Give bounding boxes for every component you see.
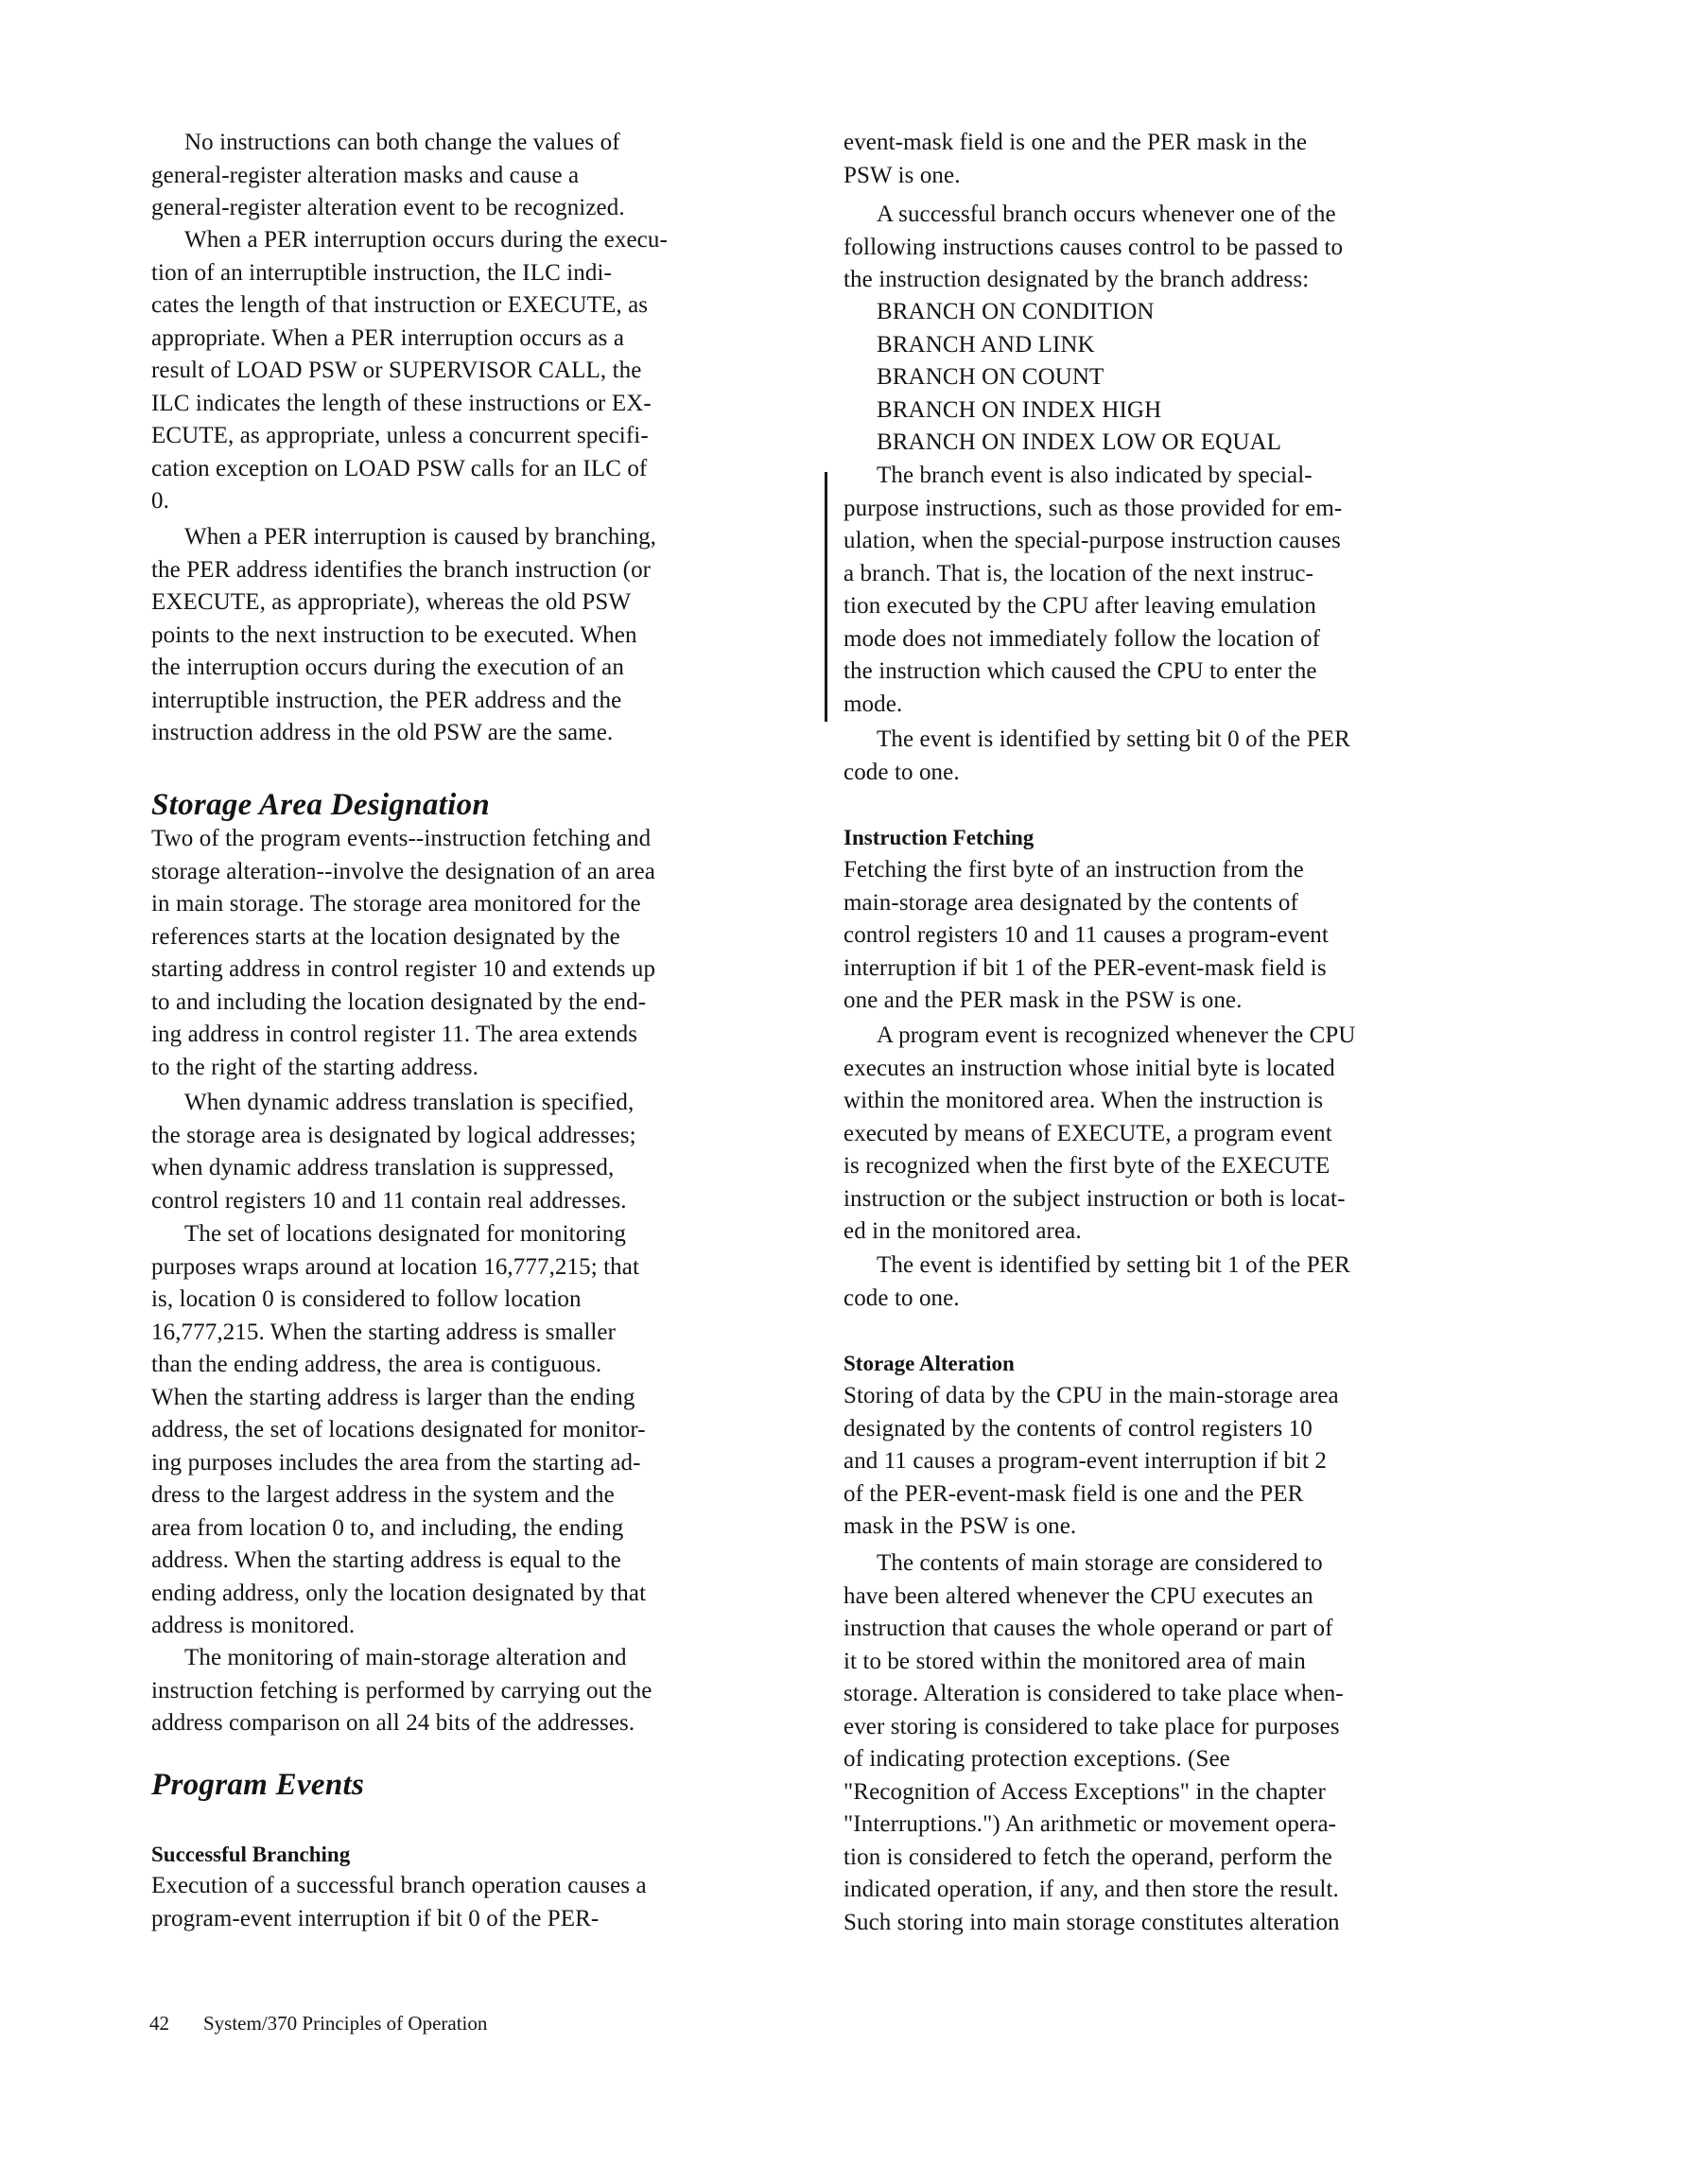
text-line: When dynamic address translation is specified, (184, 1090, 635, 1115)
text-line: the storage area is designated by logical addresses; (151, 1122, 636, 1148)
text-line: The monitoring of main-storage alteration and (184, 1645, 627, 1670)
list-item: BRANCH ON CONDITION (877, 299, 1155, 324)
text-line: to and including the location designated by the end- (151, 988, 647, 1015)
branch-instruction-list (844, 296, 1468, 460)
text-line: designated by the contents of control registers 10 (844, 1415, 1313, 1441)
text-line: cates the length of that instruction or EXECUTE, as (151, 292, 649, 318)
text-line: address, the set of locations designated for monitor- (151, 1417, 646, 1442)
text-line: address. When the starting address is equal to the (151, 1547, 621, 1573)
text-line: No instructions can both change the values of (184, 130, 620, 155)
paragraph-dynamic-address-translation (151, 1087, 775, 1217)
heading-successful-branching: Successful Branching (151, 1843, 351, 1866)
text-line: starting address in control register 10 and extends up (151, 956, 656, 982)
page-footer (149, 2009, 487, 2037)
list-item: BRANCH ON INDEX LOW OR EQUAL (877, 429, 1282, 455)
text-line: storage. Alteration is considered to take place when- (844, 1681, 1344, 1706)
text-line: code to one. (844, 759, 960, 785)
text-line: ing purposes includes the area from the starting ad- (151, 1449, 641, 1476)
text-line: EXECUTE, as appropriate), whereas the old PSW (151, 589, 632, 615)
text-line: The event is identified by setting bit 0 of the PER (877, 726, 1350, 752)
text-line: tion of an interruptible instruction, the ILC indi- (151, 259, 612, 286)
text-line: ending address, only the location designated by that (151, 1580, 647, 1606)
text-line: address is monitored. (151, 1613, 356, 1638)
text-line: cation exception on LOAD PSW calls for an ILC of (151, 455, 648, 481)
text-line: within the monitored area. When the instruction is (844, 1088, 1324, 1113)
text-line: 0. (151, 488, 169, 514)
text-line: purpose instructions, such as those provided for em- (844, 495, 1343, 521)
text-line: event-mask field is one and the PER mask in the (844, 130, 1308, 155)
footer-title: System/370 Principles of Operation (203, 2012, 488, 2035)
paragraph-event-mask-field (844, 127, 1468, 192)
text-line: points to the next instruction to be executed. When (151, 621, 637, 648)
heading-storage-alteration: Storage Alteration (844, 1352, 1015, 1375)
text-line: tion executed by the CPU after leaving emulation (844, 593, 1316, 619)
paragraph-contents-of-main-storage (844, 1547, 1468, 1939)
text-line: area from location 0 to, and including, the ending (151, 1514, 624, 1541)
text-line: references starts at the location designated by the (151, 923, 620, 950)
paragraph-per-interruption-ilc (151, 224, 775, 518)
text-line: control registers 10 and 11 contain real addresses. (151, 1187, 627, 1214)
text-line: than the ending address, the area is contiguous. (151, 1352, 602, 1377)
text-line: mode. (844, 690, 903, 717)
text-line: general-register alteration masks and cause a (151, 162, 580, 188)
text-line: ILC indicates the length of these instructions or EX- (151, 390, 652, 416)
list-item: BRANCH ON COUNT (877, 364, 1104, 390)
text-line: storage alteration--involve the designation of an area (151, 858, 655, 884)
paragraph-storing-of-data (844, 1380, 1468, 1544)
text-line: The branch event is also indicated by special- (877, 463, 1313, 488)
text-line: appropriate. When a PER interruption occurs as a (151, 324, 625, 351)
revision-change-bar (825, 472, 827, 722)
heading-instruction-fetching: Instruction Fetching (844, 826, 1035, 849)
page-number: 42 (149, 2012, 169, 2035)
text-line: one and the PER mask in the PSW is one. (844, 987, 1243, 1013)
paragraph-no-instructions (151, 127, 775, 225)
text-line: it to be stored within the monitored area of main (844, 1648, 1306, 1674)
text-line: the PER address identifies the branch instruction (or (151, 556, 652, 583)
text-line: A successful branch occurs whenever one of the (877, 201, 1336, 227)
list-item: BRANCH ON INDEX HIGH (877, 396, 1162, 423)
text-line: main-storage area designated by the contents of (844, 889, 1298, 916)
text-line: The event is identified by setting bit 1 of the PER (877, 1252, 1350, 1278)
text-line: the instruction which caused the CPU to enter the (844, 658, 1317, 684)
paragraph-successful-branch-occurs (844, 199, 1468, 297)
text-line: ever storing is considered to take place for purposes (844, 1713, 1340, 1739)
text-line: program-event interruption if bit 0 of the PER- (151, 1905, 600, 1931)
paragraph-event-bit-1 (844, 1249, 1468, 1315)
text-line: following instructions causes control to be passed to (844, 234, 1344, 260)
text-line: tion is considered to fetch the operand, perform the (844, 1843, 1332, 1870)
paragraph-program-event-recognized (844, 1020, 1468, 1249)
text-line: of indicating protection exceptions. (See (844, 1746, 1230, 1772)
text-line: instruction address in the old PSW are the same. (151, 720, 614, 745)
text-line: Fetching the first byte of an instruction from the (844, 857, 1304, 882)
paragraph-set-of-locations (151, 1218, 775, 1643)
text-line: ECUTE, as appropriate, unless a concurrent specifi- (151, 423, 649, 448)
text-line: When a PER interruption is caused by branching, (184, 524, 657, 550)
heading-storage-area-designation: Storage Area Designation (151, 788, 491, 822)
text-line: "Recognition of Access Exceptions" in the chapter (844, 1778, 1326, 1805)
text-line: is, location 0 is considered to follow location (151, 1286, 582, 1312)
text-line: PSW is one. (844, 162, 961, 188)
text-line: ed in the monitored area. (844, 1218, 1082, 1244)
text-line: The set of locations designated for monitoring (184, 1221, 626, 1247)
text-line: Storing of data by the CPU in the main-storage area (844, 1383, 1339, 1408)
text-line: a branch. That is, the location of the next instruc- (844, 560, 1313, 586)
text-line: Execution of a successful branch operation causes a (151, 1873, 647, 1898)
text-line: purposes wraps around at location 16,777,215; that (151, 1253, 640, 1280)
text-line: and 11 causes a program-event interruption if bit 2 (844, 1448, 1327, 1474)
text-line: mode does not immediately follow the location of (844, 625, 1320, 652)
paragraph-branch-event-special-purpose (844, 460, 1468, 721)
text-line: instruction that causes the whole operand or part of (844, 1616, 1333, 1641)
text-line: the instruction designated by the branch address: (844, 267, 1310, 292)
text-line: executed by means of EXECUTE, a program event (844, 1120, 1332, 1146)
text-line: ulation, when the special-purpose instruction causes (844, 528, 1341, 553)
paragraph-two-program-events (151, 823, 775, 1084)
text-line: When the starting address is larger than the ending (151, 1384, 635, 1410)
text-line: "Interruptions.") An arithmetic or movement opera- (844, 1811, 1337, 1837)
text-line: Two of the program events--instruction fetching and (151, 826, 652, 851)
heading-program-events: Program Events (151, 1768, 365, 1802)
paragraph-monitoring (151, 1642, 775, 1740)
text-line: instruction fetching is performed by carrying out the (151, 1677, 652, 1704)
text-line: executes an instruction whose initial byte is located (844, 1055, 1335, 1081)
text-line: to the right of the starting address. (151, 1054, 478, 1080)
text-line: Such storing into main storage constitutes alteration (844, 1909, 1340, 1935)
paragraph-successful-branch (151, 1870, 775, 1935)
text-line: indicated operation, if any, and then store the result. (844, 1877, 1339, 1902)
text-line: the interruption occurs during the execution of an (151, 655, 624, 680)
paragraph-event-bit-0 (844, 724, 1468, 789)
text-line: in main storage. The storage area monitored for the (151, 891, 641, 917)
text-line: A program event is recognized whenever the CPU (877, 1022, 1356, 1048)
text-line: When a PER interruption occurs during the execu- (184, 227, 668, 253)
text-line: control registers 10 and 11 causes a program-event (844, 922, 1329, 948)
list-item: BRANCH AND LINK (877, 331, 1095, 358)
text-line: 16,777,215. When the starting address is smaller (151, 1319, 617, 1345)
text-line: when dynamic address translation is suppressed, (151, 1155, 615, 1180)
paragraph-per-branching (151, 521, 775, 750)
text-line: The contents of main storage are considered to (877, 1550, 1323, 1576)
text-line: of the PER-event-mask field is one and the PER (844, 1480, 1304, 1507)
text-line: address comparison on all 24 bits of the addresses. (151, 1710, 635, 1736)
text-line: mask in the PSW is one. (844, 1513, 1077, 1539)
text-line: interruption if bit 1 of the PER-event-mask field is (844, 954, 1327, 981)
text-line: is recognized when the first byte of the EXECUTE (844, 1153, 1330, 1179)
text-line: interruptible instruction, the PER address and the (151, 687, 622, 713)
text-line: code to one. (844, 1284, 960, 1311)
text-line: have been altered whenever the CPU executes an (844, 1582, 1313, 1609)
text-line: general-register alteration event to be recognized. (151, 195, 625, 220)
paragraph-fetching-first-byte (844, 854, 1468, 1018)
text-line: dress to the largest address in the system and the (151, 1482, 615, 1508)
text-line: ing address in control register 11. The area extends (151, 1022, 638, 1047)
text-line: result of LOAD PSW or SUPERVISOR CALL, the (151, 358, 642, 383)
text-line: instruction or the subject instruction or both is locat- (844, 1185, 1346, 1212)
